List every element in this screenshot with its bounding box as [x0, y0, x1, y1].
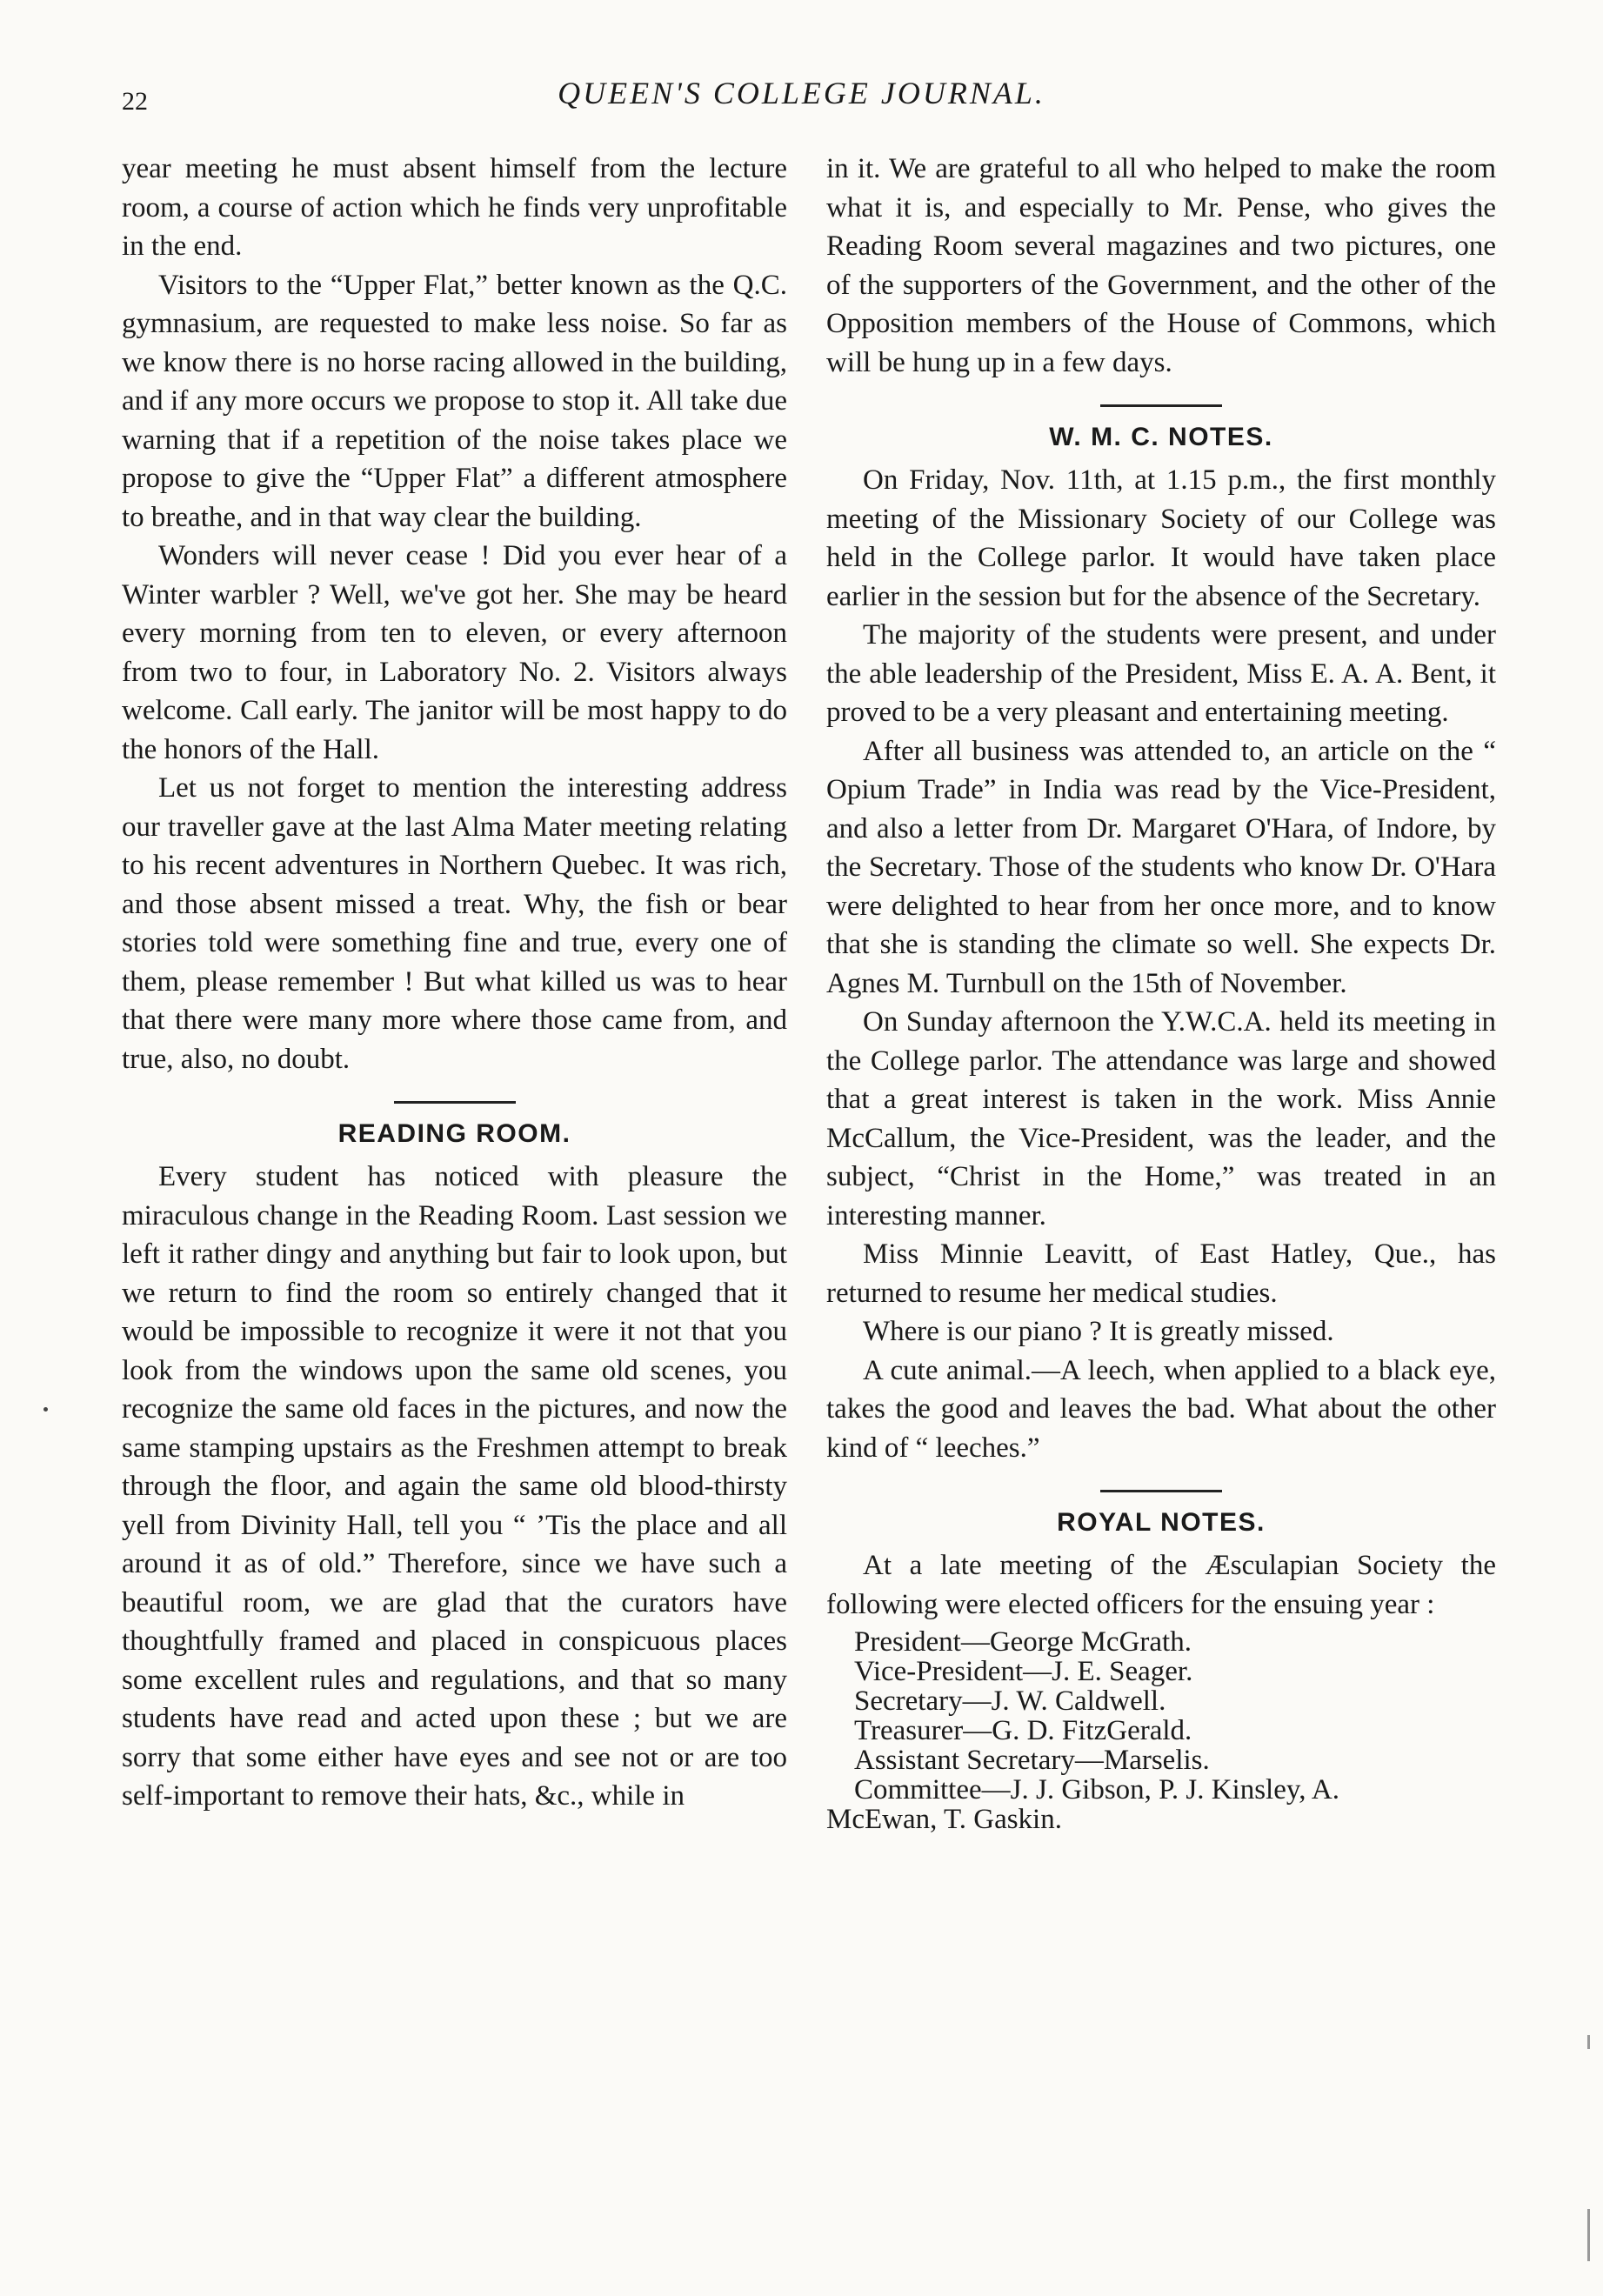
- paragraph: Every student has noticed with pleasure the miraculous change in the Reading Room. Last session we left it rather dingy and anything but fair to look upon, but we return to find the room so entirely changed that it would be impossible to recognize it were it not that you look from the windows upon the same old scenes, you recognize the same old faces in the pictures, and now the same stamping upstairs as the Freshmen attempt to break through the floor, and again the same old blood-thirsty yell from Divinity Hall, tell you “ ’Tis the place and all around it as of old.” Therefore, since we have such a beautiful room, we are glad that the curators have thoughtfully framed and placed in conspicuous places some excellent rules and regulations, and that so many students have read and acted upon these ; but we are sorry that some either have eyes and see not or are too self-important to remove their hats, &c., while in: [122, 1161, 787, 1812]
- officer-entry: President—George McGrath.: [854, 1626, 1192, 1658]
- right-column: [826, 150, 1496, 1834]
- officer-entry: Vice-President—J. E. Seager.: [854, 1656, 1193, 1687]
- left-column: [122, 150, 787, 1816]
- paragraph: At a late meeting of the Æsculapian Society the following were elected officers for the ensuing year :: [826, 1550, 1496, 1620]
- officers-list: [826, 1627, 1496, 1834]
- officer-entry: Assistant Secretary—Marselis.: [854, 1745, 1210, 1776]
- paragraph: Let us not forget to mention the interesting address our traveller gave at the last Alma Mater meeting relating to his recent adventures in Northern Quebec. It was rich, and those absent missed a treat. Why, the fish or bear stories told were something fine and true, every one of them, please remember ! But what killed us was to hear that there were many more where those came from, and true, also, no doubt.: [122, 772, 787, 1075]
- page-header: [0, 75, 1603, 127]
- paragraph: year meeting he must absent himself from the lecture room, a course of action which he finds very unprofitable in the end.: [122, 153, 787, 262]
- scan-edge-mark: [1587, 2209, 1590, 2261]
- scan-edge-mark: [1587, 2035, 1590, 2049]
- paragraph: Visitors to the “Upper Flat,” better known as the Q.C. gymnasium, are requested to make less noise. So far as we know there is no horse racing allowed in the building, and if any more occurs we propose to stop it. All take due warning that if a repetition of the noise takes place we propose to give the “Upper Flat” a different atmosphere to breathe, and in that way clear the building.: [122, 269, 787, 533]
- paragraph: After all business was attended to, an article on the “ Opium Trade” in India was read by the Vice-President, and also a letter from Dr. Margaret O'Hara, of Indore, by the Secretary. Those of the students who know Dr. O'Hara were delighted to hear from her once more, and to know that she is standing the climate so well. She expects Dr. Agnes M. Turnbull on the 15th of November.: [826, 735, 1496, 999]
- royal-notes-heading: ROYAL NOTES.: [1057, 1508, 1266, 1537]
- officer-entry-continuation: McEwan, T. Gaskin.: [826, 1804, 1062, 1835]
- section-divider: [1100, 1490, 1222, 1492]
- paragraph: The majority of the students were present, and under the able leadership of the President, Miss E. A. A. Bent, it proved to be a very pleasant and entertaining meeting.: [826, 619, 1496, 728]
- paragraph: Where is our piano ? It is greatly missed.: [863, 1316, 1334, 1347]
- paragraph: On Sunday afternoon the Y.W.C.A. held its meeting in the College parlor. The attendance was large and showed that a great interest is taken in the work. Miss Annie McCallum, the Vice-President, was the leader, and the subject, “Christ in the Home,” was treated in an interesting manner.: [826, 1006, 1496, 1231]
- paragraph: Miss Minnie Leavitt, of East Hatley, Que., has returned to resume her medical studies.: [826, 1238, 1496, 1309]
- officer-entry: Secretary—J. W. Caldwell.: [854, 1685, 1166, 1717]
- paragraph: A cute animal.—A leech, when applied to a black eye, takes the good and leaves the bad. What about the other kind of “ leeches.”: [826, 1354, 1496, 1464]
- reading-room-heading: READING ROOM.: [337, 1119, 571, 1148]
- paragraph: Wonders will never cease ! Did you ever hear of a Winter warbler ? Well, we've got her. She may be heard every morning from ten to eleven, or every afternoon from two to four, in Laboratory No. 2. Visitors always welcome. Call early. The janitor will be most happy to do the honors of the Hall.: [122, 540, 787, 765]
- page-number: 22: [122, 87, 148, 116]
- paragraph: in it. We are grateful to all who helped to make the room what it is, and especially to Mr. Pense, who gives the Reading Room several magazines and two pictures, one of the supporters of the Government, and the other of the Opposition members of the House of Commons, which will be hung up in a few days.: [826, 153, 1496, 378]
- section-divider: [1100, 404, 1222, 407]
- wmc-notes-heading: W. M. C. NOTES.: [1049, 423, 1273, 451]
- section-divider: [394, 1101, 516, 1104]
- scan-speck: [43, 1407, 48, 1412]
- officer-entry: Treasurer—G. D. FitzGerald.: [854, 1715, 1192, 1746]
- officer-entry: Committee—J. J. Gibson, P. J. Kinsley, A.: [854, 1774, 1339, 1805]
- paragraph: On Friday, Nov. 11th, at 1.15 p.m., the first monthly meeting of the Missionary Society of our College was held in the College parlor. It would have taken place earlier in the session but for the absence of the Secretary.: [826, 464, 1496, 612]
- running-title: QUEEN'S COLLEGE JOURNAL.: [558, 76, 1045, 110]
